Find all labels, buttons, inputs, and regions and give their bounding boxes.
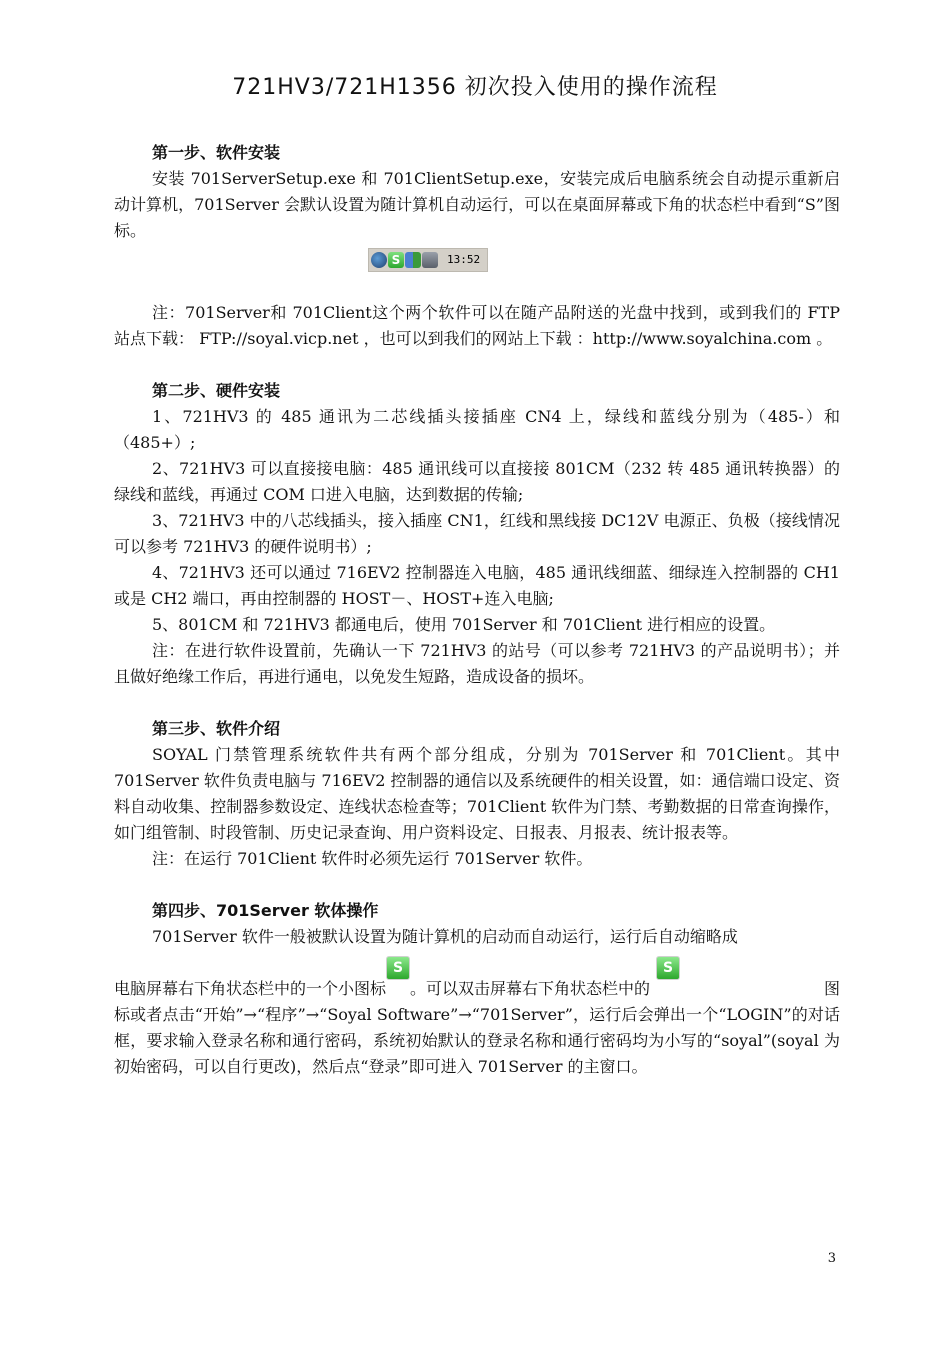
taskbar-tray-image [114, 244, 840, 274]
step3-note: 注：在运行 701Client 软件时必须先运行 701Server 软件。 [152, 849, 593, 868]
soyal-s-icon-inline-1: S [386, 956, 410, 980]
step1-heading: 第一步、软件安装 [152, 143, 281, 162]
users-icon [405, 252, 421, 268]
step2-item-4: 4、721HV3 还可以通过 716EV2 控制器连入电脑，485 通讯线细蓝、细绿连入控制器的 CH1 或是 CH2 端口，再由控制器的 HOST－、HOST+连入电脑; [114, 563, 840, 608]
step4-line2b: 。可以双击屏幕右下角状态栏中的 [410, 979, 651, 998]
page-title: 721HV3/721H1356 初次投入使用的操作流程 [232, 75, 718, 100]
speaker-icon [422, 252, 438, 268]
step4-line2c: 图 [823, 979, 840, 998]
step1-note: 注：701Server和 701Client这个两个软件可以在随产品附送的光盘中找到，或到我们的 FTP 站点下载： FTP://soyal.vicp.net ，也可以到我们的网站上下载 ：http://www.soyalchina.com 。 [114, 303, 840, 348]
system-tray [368, 248, 488, 272]
tray-clock: 13:52 [447, 253, 481, 266]
step2-item-1: 1、721HV3 的 485 通讯为二芯线插头接插座 CN4 上，绿线和蓝线分别为（485-）和（485+）; [114, 407, 840, 452]
step3-heading: 第三步、软件介绍 [152, 719, 281, 738]
step2-item-5: 5、801CM 和 721HV3 都通电后，使用 701Server 和 701Client 进行相应的设置。 [152, 615, 776, 634]
step2-item-3: 3、721HV3 中的八芯线插头，接入插座 CN1，红线和黑线接 DC12V 电源正、负极（接线情况可以参考 721HV3 的硬件说明书）; [114, 511, 840, 556]
step4-rest: 标或者点击“开始”→“程序”→“Soyal Software”→“701Server”，运行后会弹出一个“LOGIN”的对话框，要求输入登录名称和通行密码，系统初始默认的登录名称和通行密码均为小写的“soyal”(soyal 为初始密码，可以自行更改)，然后点“登录”即可进入 701Server 的主窗口。 [114, 1005, 840, 1076]
step3-paragraph: SOYAL 门禁管理系统软件共有两个部分组成，分别为 701Server 和 701Client。其中 701Server 软件负责电脑与 716EV2 控制器的通信以及系统硬件的相关设置，如：通信端口设定、资料自动收集、控制器参数设定、连线状态检查等；701Client 软件为门禁、考勤数据的日常查询操作，如门组管制、时段管制、历史记录查询、用户资料设定、日报表、月报表、统计报表等。 [114, 745, 840, 842]
step4-heading: 第四步、701Server 软体操作 [152, 901, 379, 920]
page-number: 3 [827, 1251, 836, 1266]
step1-paragraph: 安装 701ServerSetup.exe 和 701ClientSetup.exe，安装完成后电脑系统会自动提示重新启动计算机，701Server 会默认设置为随计算机自动运行，可以在桌面屏幕或下角的状态栏中看到“S”图标。 [114, 169, 840, 240]
document-body [114, 140, 840, 1080]
step2-heading: 第二步、硬件安装 [152, 381, 281, 400]
step4-line2a: 电脑屏幕右下角状态栏中的一个小图标 [114, 979, 387, 998]
step4-icon-line [114, 960, 840, 1002]
soyal-s-icon-inline-2: S [656, 956, 680, 980]
network-globe-icon [371, 252, 387, 268]
soyal-s-icon: S [388, 252, 404, 268]
step2-note: 注：在进行软件设置前，先确认一下 721HV3 的站号（可以参考 721HV3 的产品说明书）；并且做好绝缘工作后，再进行通电，以免发生短路，造成设备的损坏。 [114, 641, 840, 686]
step4-line1: 701Server 软件一般被默认设置为随计算机的启动而自动运行，运行后自动缩略成 [152, 927, 738, 946]
step2-item-2: 2、721HV3 可以直接接电脑：485 通讯线可以直接接 801CM（232 转 485 通讯转换器）的绿线和蓝线，再通过 COM 口进入电脑，达到数据的传输; [114, 459, 840, 504]
